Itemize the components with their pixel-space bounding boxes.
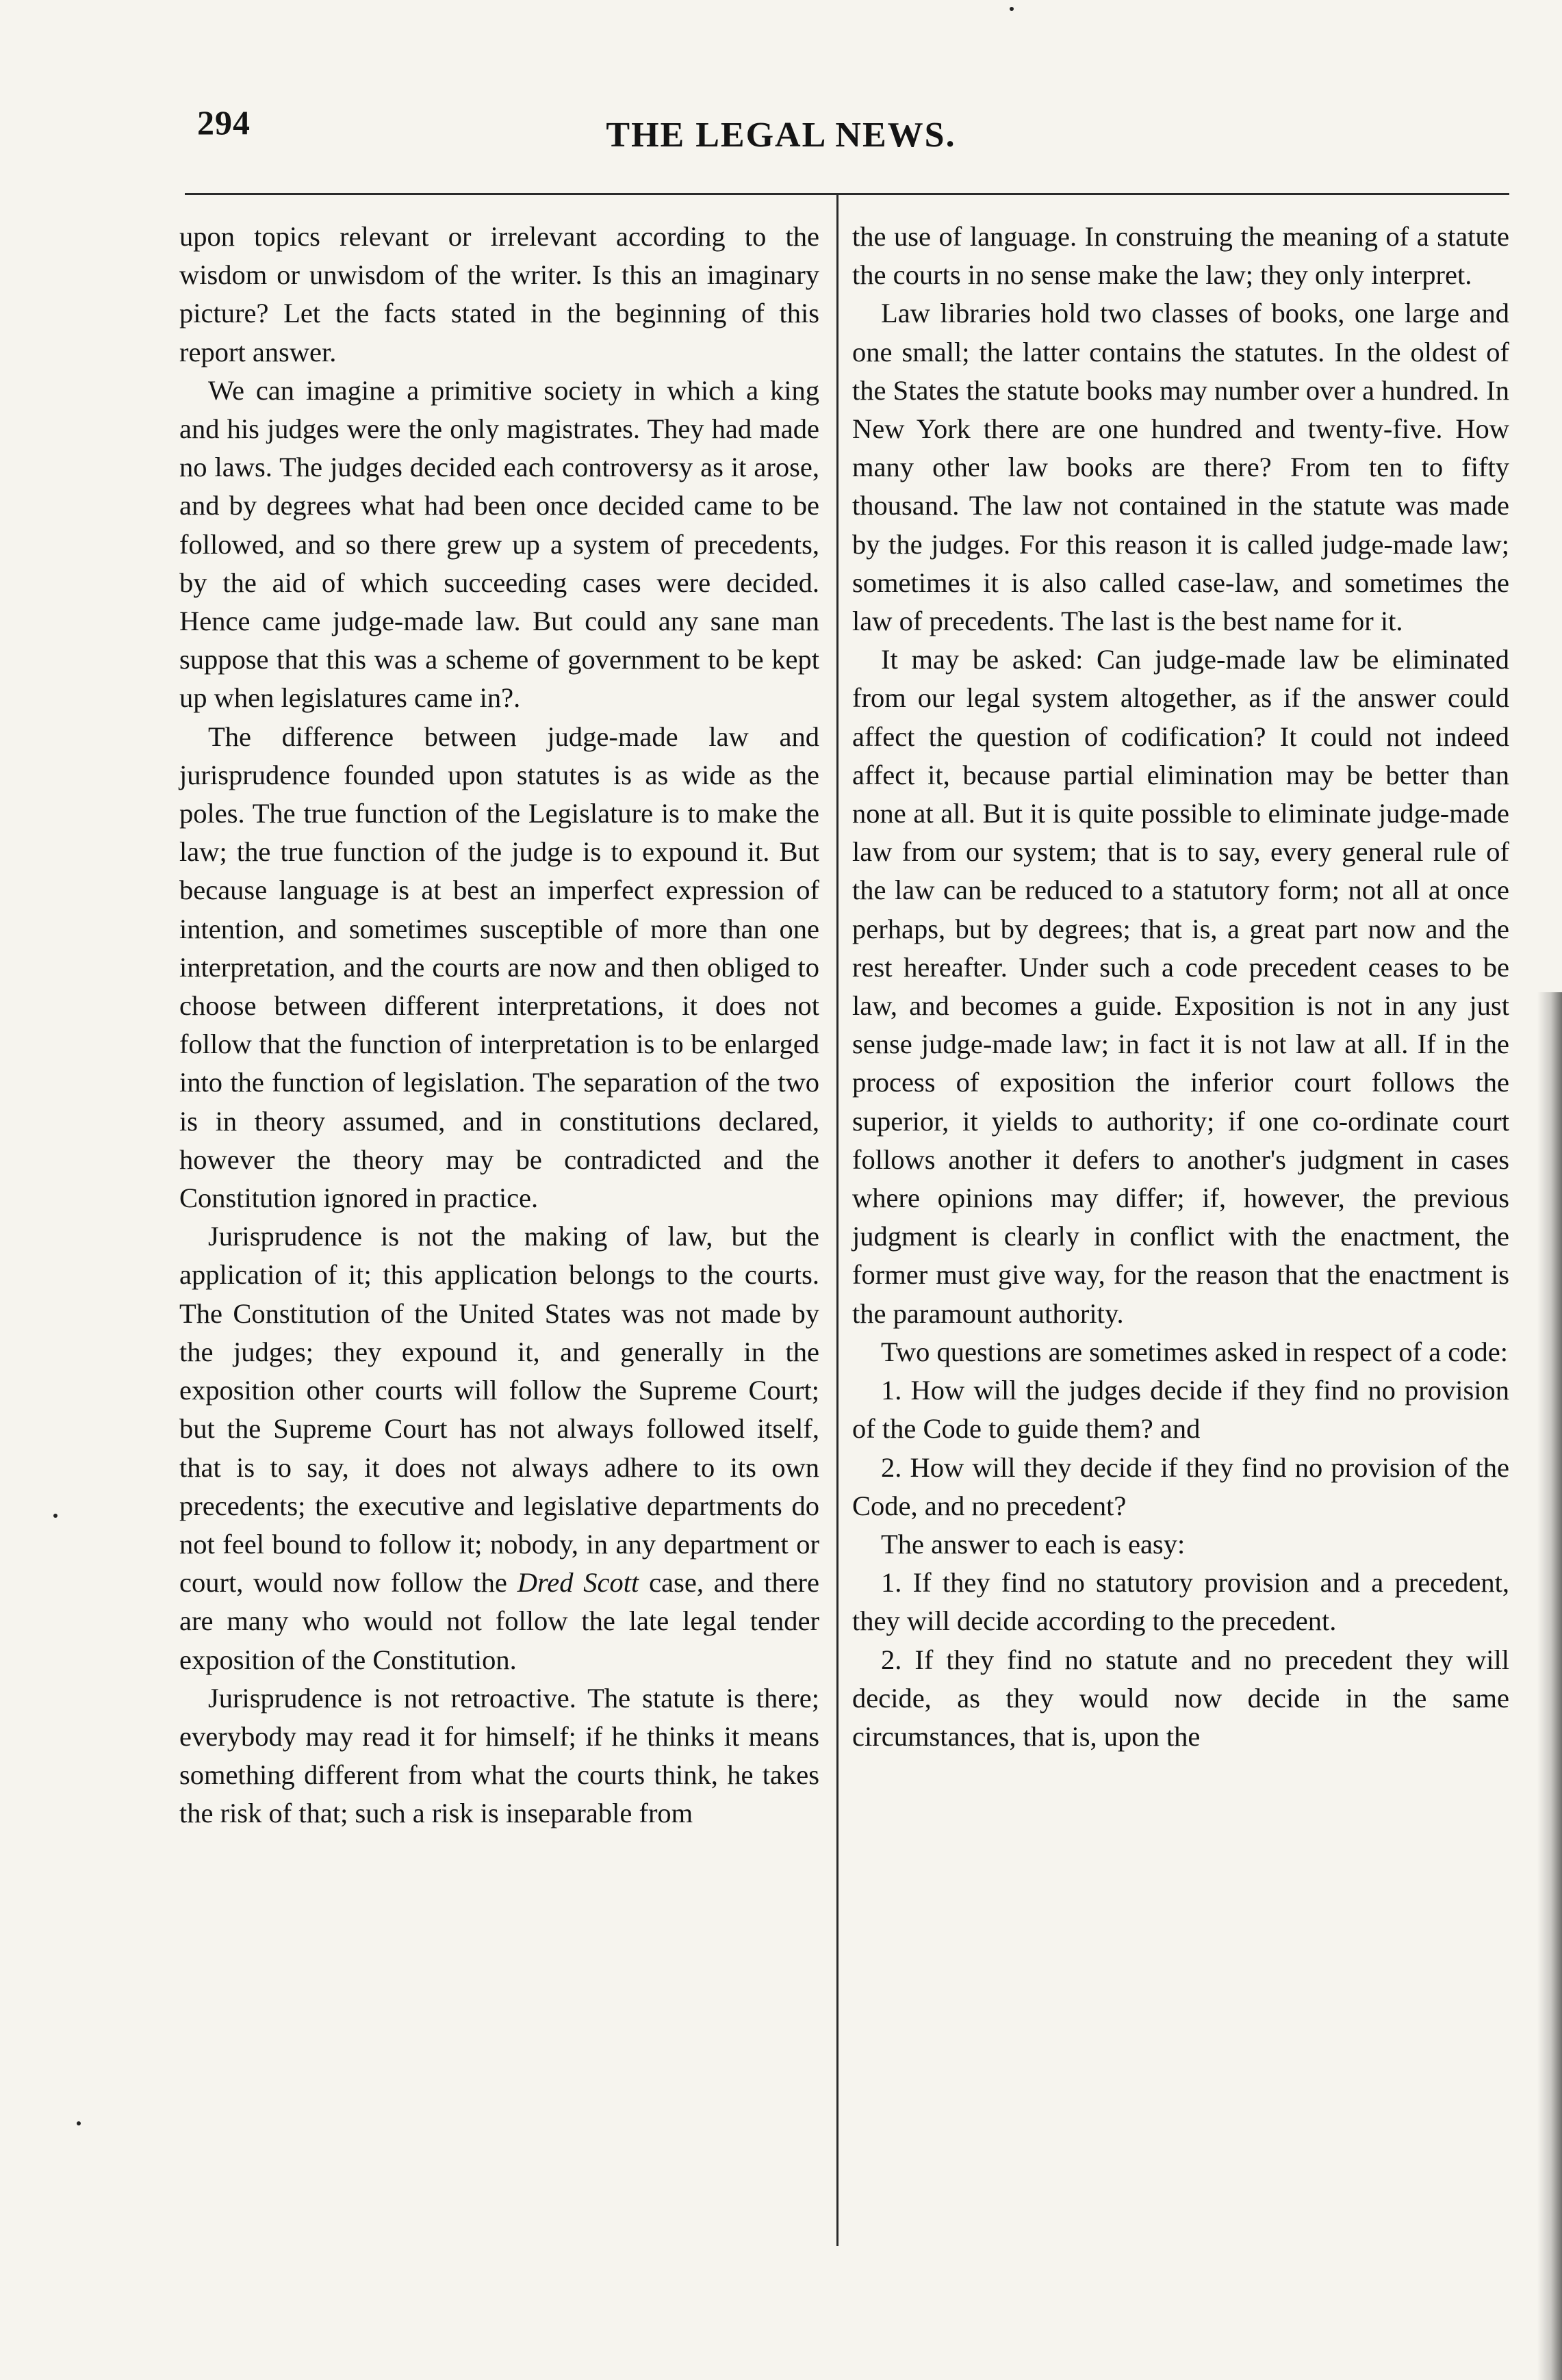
right-paragraph-3: It may be asked: Can judge-made law be eliminated from our legal system altogether, as if the answer could affect the question of codification? It could not indeed affect it, because partial elimination may be better than none at all. But it is quite possible to eliminate judge-made law from our system; that is to say, every general rule of the law can be reduced to a statutory form; not all at once perhaps, but by degrees; that is, a great part now and the rest hereafter. Under such a code precedent ceases to be law, and becomes a guide. Exposition is not in any just sense judge-made law; in fact it is not law at all. If in the process of exposition the inferior court follows the superior, it yields to authority; if one co-ordinate court follows another it defers to another's judgment in cases where opinions may differ; if, however, the previous judgment is clearly in conflict with the enactment, the former must give way, for the reason that the enactment is the paramount authority. [852, 644, 1509, 1329]
page-number: 294 [197, 103, 251, 142]
left-paragraph-3: The difference between judge-made law and jurisprudence founded upon statutes is as wide as the poles. The true function of the Legislature is to make the law; the true function of the judge is to expound it. But because language is at best an imperfect expression of intention, and sometimes susceptible of more than one interpretation, and the courts are now and then obliged to choose between different interpretations, it does not follow that the function of interpretation is to be enlarged into the function of legislation. The separation of the two is in theory assumed, and in constitutions declared, however the theory may be contradicted and the Constitution ignored in practice. [179, 721, 819, 1214]
page-edge-shadow [1537, 992, 1562, 2380]
running-title: THE LEGAL NEWS. [606, 116, 956, 155]
right-paragraph-5: 1. How will the judges decide if they find no provision of the Code to guide them? and [852, 1375, 1509, 1445]
right-paragraph-1: the use of language. In construing the meaning of a statute the courts in no sense make the law; they only interpret. [852, 221, 1509, 291]
left-paragraph-4 [179, 1217, 819, 1679]
paragraph-4-text-after: case, and there are many who would not follow the late legal tender exposition of the Constitution. [179, 1567, 820, 1675]
left-paragraph-2: We can imagine a primitive society in which a king and his judges were the only magistrates. They had made no laws. The judges decided each controversy as it arose, and by degrees what had been once decided came to be followed, and so there grew up a system of precedents, by the aid of which succeeding cases were decided. Hence came judge-made law. But could any sane man suppose that this was a scheme of government to be kept up when legislatures came in?. [179, 374, 819, 714]
right-paragraph-4: Two questions are sometimes asked in respect of a code: [881, 1336, 1509, 1367]
right-paragraph-6: 2. How will they decide if they find no provision of the Code, and no precedent? [852, 1451, 1509, 1521]
right-paragraph-7: The answer to each is easy: [881, 1528, 1186, 1560]
right-paragraph-9: 2. If they find no statute and no precedent they will decide, as they would now decide in the same circumstances, that is, upon the [852, 1644, 1509, 1752]
case-name-italic: Dred Scott [517, 1567, 639, 1599]
column-rule [836, 193, 838, 2246]
left-paragraph-1: upon topics relevant or irrelevant according to the wisdom or unwisdom of the writer. Is this an imaginary picture? Let the facts stated in the beginning of this report answer. [179, 221, 819, 367]
header-rule [185, 193, 1509, 195]
right-column [852, 218, 1509, 1756]
left-column [179, 218, 819, 1833]
ink-speck [77, 2121, 81, 2125]
ink-speck [1010, 7, 1014, 11]
ink-speck [53, 1514, 57, 1518]
right-paragraph-8: 1. If they find no statutory provision and a precedent, they will decide according to the precedent. [852, 1567, 1509, 1637]
left-paragraph-5: Jurisprudence is not retroactive. The statute is there; everybody may read it for himself; if he thinks it means something different from what the courts think, he takes the risk of that; such a risk is inseparable from [179, 1682, 819, 1829]
right-paragraph-2: Law libraries hold two classes of books, one large and one small; the latter contains the statutes. In the oldest of the States the statute books may number over a hundred. In New York there are one hundred and twenty-five. How many other law books are there? From ten to fifty thousand. The law not contained in the statute was made by the judges. For this reason it is called judge-made law; sometimes it is also called case-law, and sometimes the law of precedents. The last is the best name for it. [852, 298, 1509, 637]
paragraph-4-text-before: Jurisprudence is not the making of law, but the application of it; this application belongs to the courts. The Constitution of the United States was not made by the judges; they expound it, and generally in the exposition other courts will follow the Supreme Court; but the Supreme Court has not always followed itself, that is to say, it does not always adhere to its own precedents; the executive and legislative departments do not feel bound to follow it; nobody, in any department or court, would now follow the [179, 1221, 819, 1599]
